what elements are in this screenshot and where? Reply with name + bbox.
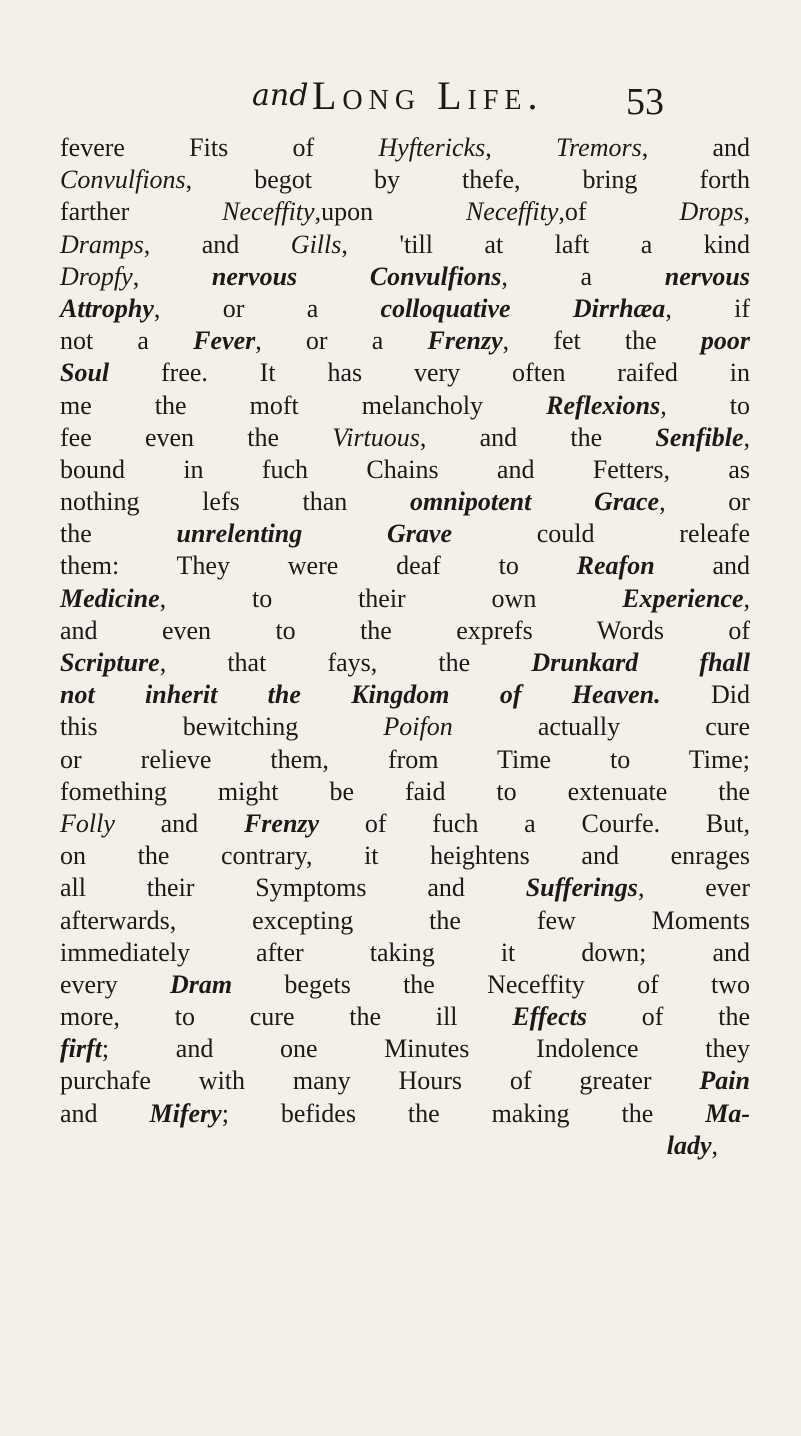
text-run: unrelenting Grave bbox=[176, 519, 452, 549]
text-run: Dropfy bbox=[60, 261, 133, 291]
text-run: , fet the bbox=[502, 326, 701, 356]
text-run: purchafe with many Hours of greater bbox=[60, 1066, 700, 1096]
text-line bbox=[60, 583, 750, 615]
text-run: on the contrary, it heightens and enrages bbox=[60, 841, 750, 871]
text-line bbox=[60, 905, 750, 937]
text-run: of the bbox=[586, 1002, 750, 1032]
text-run: , that fays, the bbox=[159, 648, 532, 677]
text-run: , or a bbox=[153, 293, 381, 323]
text-run: actually cure bbox=[452, 712, 750, 742]
text-run: Did bbox=[660, 680, 750, 710]
text-run: Scripture bbox=[60, 648, 160, 677]
text-line bbox=[60, 1065, 750, 1097]
text-run: , bbox=[743, 422, 750, 452]
text-run: not inherit the Kingdom of Heaven. bbox=[60, 680, 661, 710]
text-line bbox=[60, 776, 750, 808]
text-line bbox=[60, 132, 750, 164]
text-run: begets the Neceffity of two bbox=[232, 969, 750, 999]
text-run: ; befides the making the bbox=[221, 1098, 706, 1128]
running-head-prefix: and bbox=[252, 78, 309, 113]
text-line bbox=[60, 518, 750, 550]
text-line bbox=[60, 808, 750, 840]
text-run: ; and one Minutes Indolence they bbox=[101, 1034, 750, 1064]
text-run: , bbox=[743, 197, 750, 227]
text-line bbox=[60, 261, 750, 293]
text-run: omnipotent Grace bbox=[409, 487, 660, 517]
text-line bbox=[60, 679, 750, 711]
text-run: Tremors bbox=[555, 133, 642, 162]
text-line bbox=[60, 1130, 750, 1162]
text-run: could releafe bbox=[452, 519, 751, 549]
text-run: , or bbox=[659, 487, 750, 517]
text-run: Senfible bbox=[655, 422, 744, 452]
text-run: nervous Convulfions bbox=[211, 261, 502, 291]
text-run: Soul bbox=[60, 358, 110, 388]
text-line bbox=[60, 711, 750, 743]
text-run: and even to the exprefs Words of bbox=[60, 615, 750, 645]
text-run: ,of bbox=[558, 197, 680, 227]
text-run: me the moft melancholy bbox=[60, 390, 547, 420]
running-head-title: Long Life. bbox=[312, 73, 544, 118]
text-run: nothing lefs than bbox=[60, 487, 410, 517]
text-run: colloquative Dirrhæa bbox=[380, 293, 666, 323]
text-run: Folly bbox=[60, 808, 115, 838]
text-line bbox=[60, 615, 750, 647]
text-line bbox=[60, 293, 750, 325]
text-run: , 'till at laft a kind bbox=[341, 229, 750, 259]
text-run: immediately after taking it down; and bbox=[60, 937, 750, 967]
text-run: Gills bbox=[290, 229, 342, 259]
text-line bbox=[60, 744, 750, 776]
text-run: fee even the bbox=[60, 422, 333, 452]
text-run: Dram bbox=[170, 969, 233, 999]
text-run: Convulfions bbox=[60, 165, 186, 195]
text-line bbox=[60, 872, 750, 904]
text-line bbox=[60, 486, 750, 518]
text-run: Frenzy bbox=[243, 808, 320, 838]
running-head bbox=[0, 68, 801, 123]
text-run: Frenzy bbox=[427, 326, 503, 356]
text-run: Pain bbox=[699, 1066, 750, 1096]
text-run: fomething might be faid to extenuate the bbox=[60, 776, 750, 806]
text-run: every bbox=[60, 969, 171, 999]
text-run: Drunkard fhall bbox=[531, 648, 750, 677]
text-run: Experience bbox=[622, 583, 744, 613]
text-run: Neceffity bbox=[222, 197, 315, 227]
text-run: all their Symptoms and bbox=[60, 873, 526, 903]
text-run: , begot by thefe, bring forth bbox=[185, 165, 750, 195]
text-run: , bbox=[711, 1130, 718, 1160]
text-run: Dramps bbox=[60, 229, 144, 259]
text-run: , or a bbox=[255, 326, 428, 356]
text-run: Hyftericks bbox=[378, 133, 486, 162]
text-run: the bbox=[60, 519, 177, 549]
text-run: , a bbox=[501, 261, 665, 291]
text-line bbox=[60, 196, 750, 228]
text-run: , if bbox=[665, 293, 751, 323]
text-line bbox=[60, 229, 750, 261]
text-run: , and bbox=[641, 133, 750, 162]
text-run: Medicine bbox=[60, 583, 160, 613]
text-run: and bbox=[60, 1098, 150, 1128]
text-run: this bewitching bbox=[60, 712, 384, 742]
text-line bbox=[60, 454, 750, 486]
text-line bbox=[60, 1001, 750, 1033]
text-line bbox=[60, 390, 750, 422]
text-run: Fever bbox=[193, 326, 256, 356]
text-line bbox=[60, 647, 750, 679]
text-run: Reflexions bbox=[546, 390, 661, 420]
text-run: or relieve them, from Time to Time; bbox=[60, 744, 750, 774]
text-line bbox=[60, 357, 750, 389]
text-run: Attrophy bbox=[60, 293, 154, 323]
text-run: Poifon bbox=[383, 712, 453, 742]
text-run: , bbox=[743, 583, 750, 613]
text-line bbox=[60, 164, 750, 196]
text-run: farther bbox=[60, 197, 223, 227]
text-run: Virtuous bbox=[332, 422, 420, 452]
text-line bbox=[60, 1033, 750, 1065]
text-run: , ever bbox=[637, 873, 750, 903]
text-line bbox=[60, 325, 750, 357]
text-run: ,upon bbox=[314, 197, 466, 227]
text-run: , and bbox=[143, 229, 291, 259]
text-run: , to their own bbox=[159, 583, 623, 613]
text-run: Drops bbox=[679, 197, 744, 227]
text-line bbox=[60, 840, 750, 872]
text-run: Sufferings bbox=[525, 873, 638, 903]
text-run: them: They were deaf to bbox=[60, 551, 577, 581]
text-line bbox=[60, 422, 750, 454]
text-run: Reafon bbox=[576, 551, 655, 581]
body-text bbox=[60, 132, 750, 1162]
text-run: Mifery bbox=[149, 1098, 222, 1128]
text-run: bound in fuch Chains and Fetters, as bbox=[60, 454, 750, 484]
page-number: 53 bbox=[626, 81, 664, 123]
text-run: nervous bbox=[664, 261, 751, 291]
text-line bbox=[60, 550, 750, 582]
text-run: free. It has very often raifed in bbox=[109, 358, 750, 388]
text-run: poor bbox=[700, 326, 750, 356]
text-run: , and the bbox=[419, 422, 656, 452]
text-run: more, to cure the ill bbox=[60, 1002, 513, 1032]
text-run: Effects bbox=[512, 1002, 587, 1032]
text-line bbox=[60, 937, 750, 969]
text-run: not a bbox=[60, 326, 194, 356]
text-run: , bbox=[132, 261, 212, 291]
text-run: Ma- bbox=[705, 1098, 750, 1128]
text-run: firft bbox=[60, 1034, 102, 1064]
text-run: fevere Fits of bbox=[60, 133, 379, 162]
text-run: lady bbox=[666, 1130, 712, 1160]
text-run: afterwards, excepting the few Moments bbox=[60, 905, 750, 935]
text-line bbox=[60, 1098, 750, 1130]
text-run: and bbox=[114, 808, 244, 838]
text-run: , bbox=[485, 133, 556, 162]
text-run: and bbox=[654, 551, 750, 581]
text-run: of fuch a Courfe. But, bbox=[319, 808, 750, 838]
text-run: Neceffity bbox=[465, 197, 559, 227]
text-line bbox=[60, 969, 750, 1001]
text-run: , to bbox=[660, 390, 750, 420]
